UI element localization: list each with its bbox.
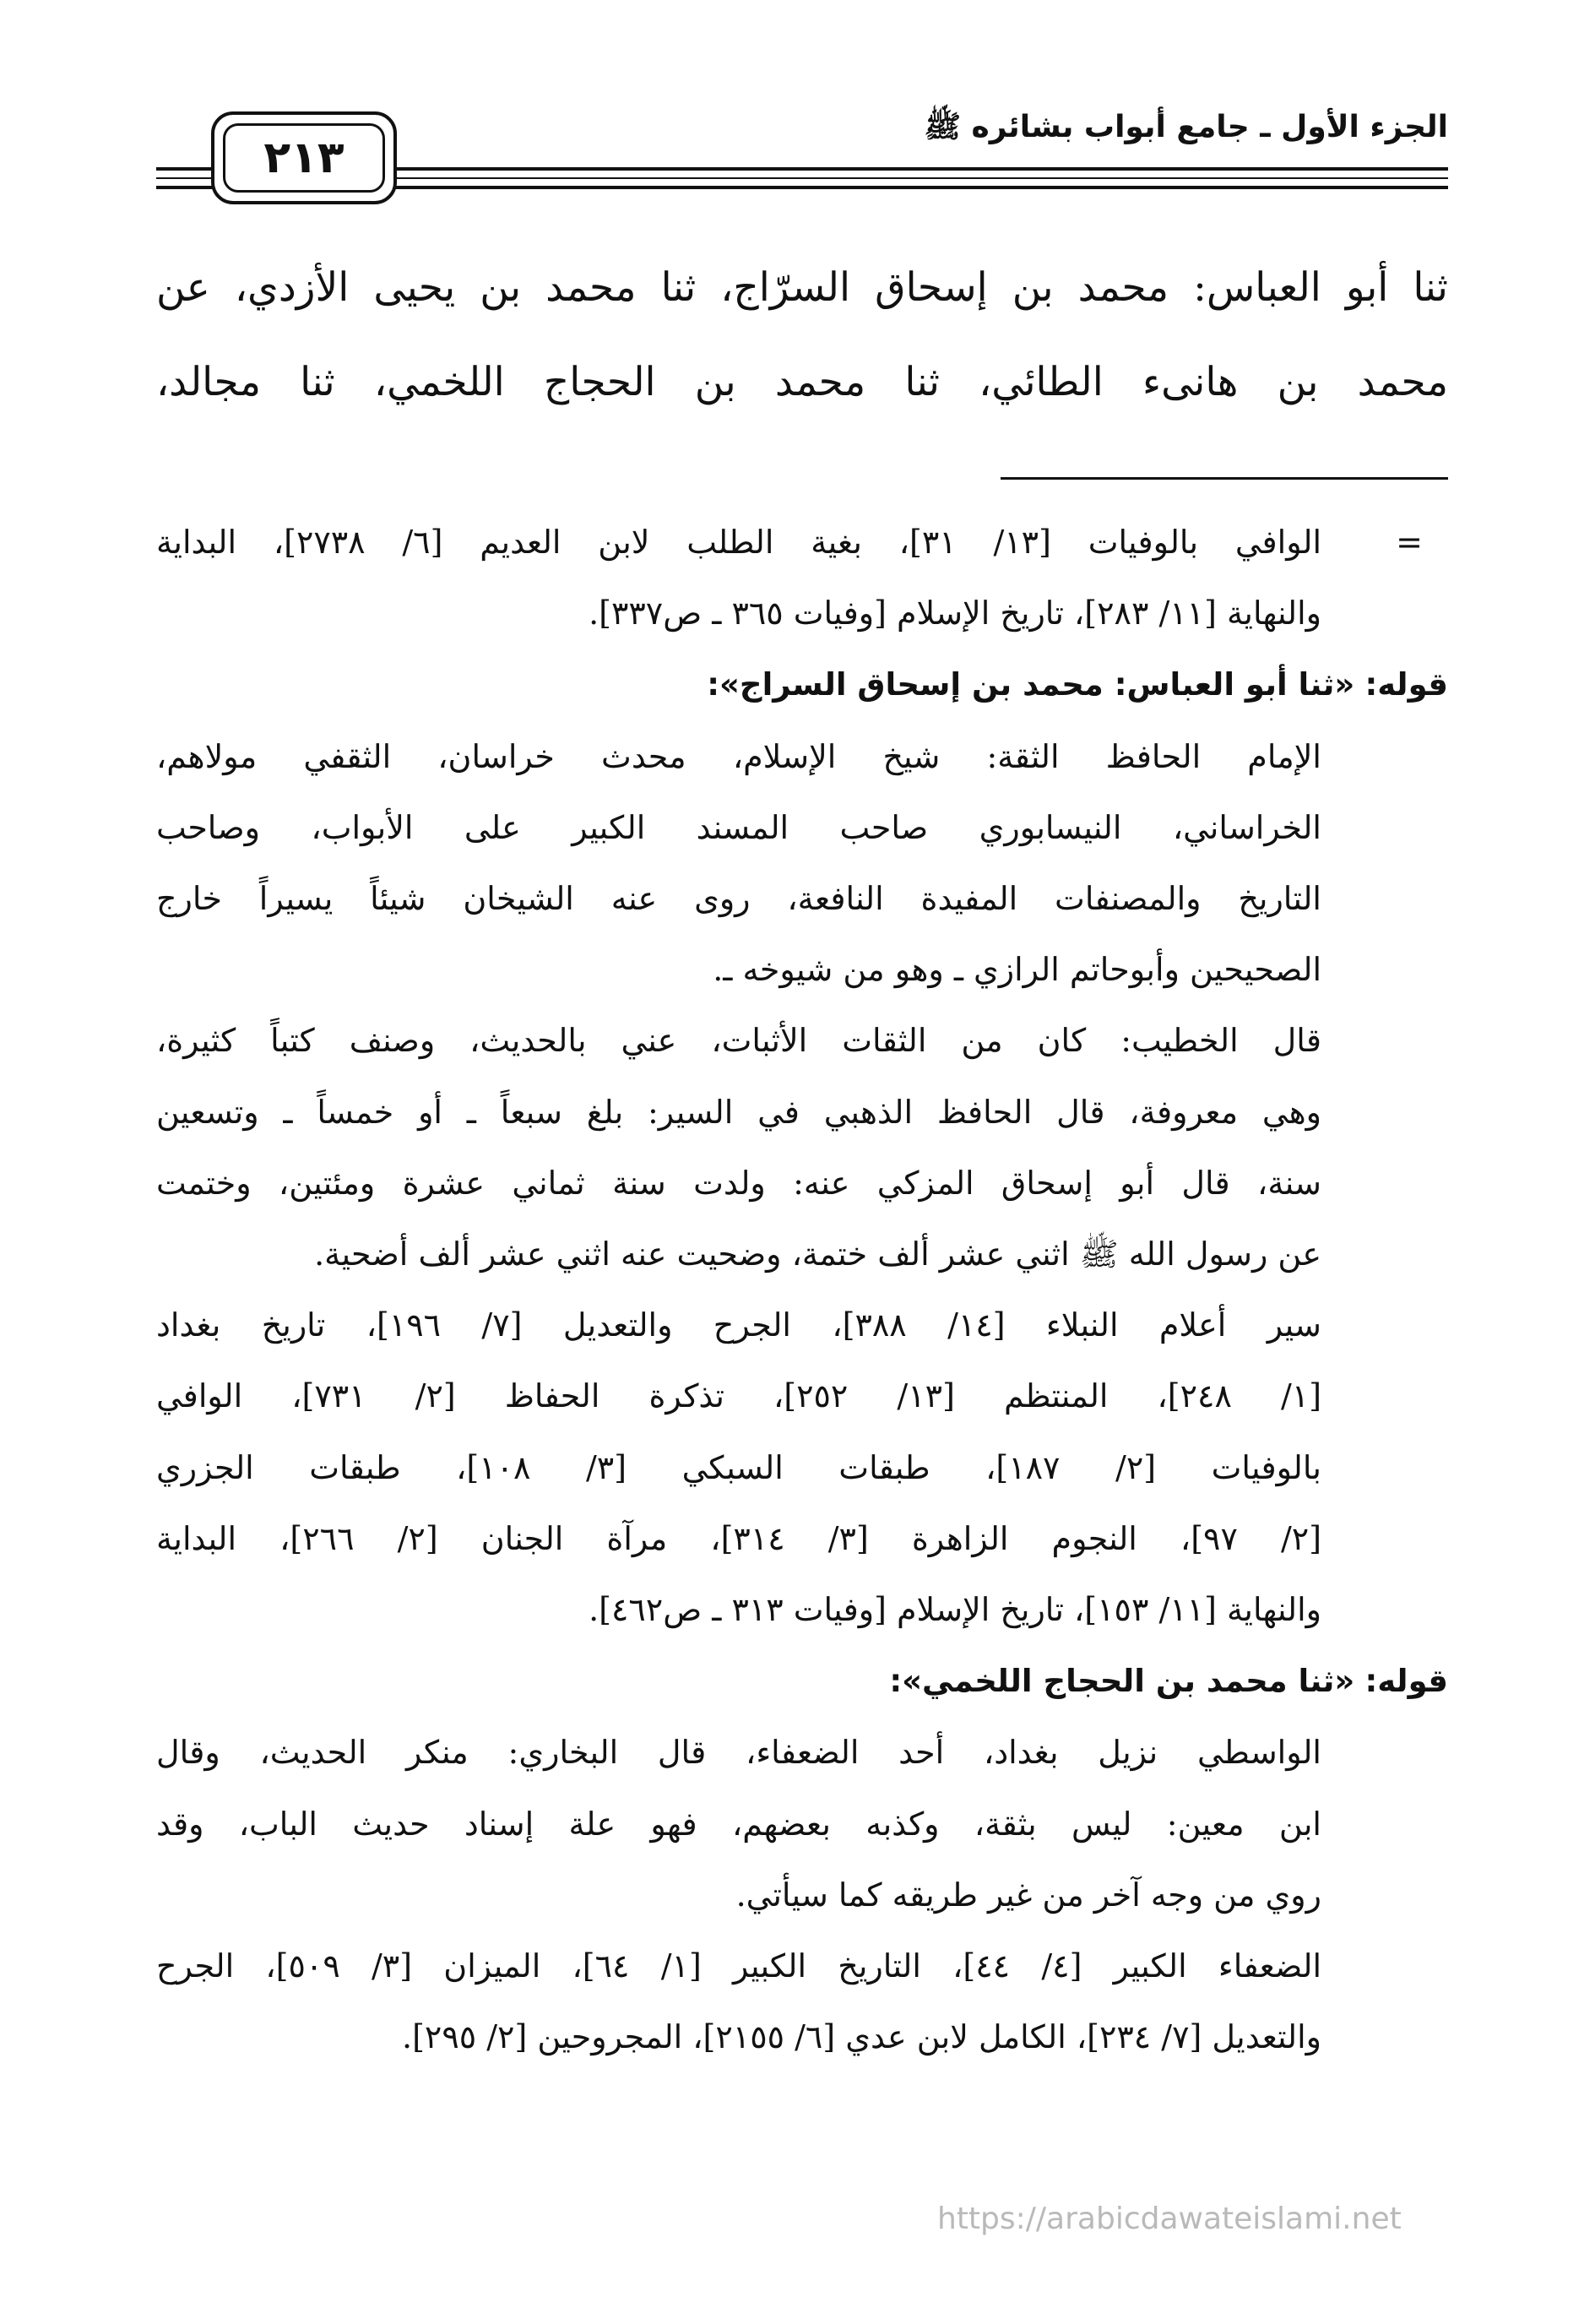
footnotes [156, 507, 1448, 2072]
footnote-line: روي من وجه آخر من غير طريقه كما سيأتي. [735, 1876, 1321, 1914]
footnote-text: الوافي بالوفيات [١٣/ ٣١]، بغية الطلب لابن العديم [٦/ ٢٧٣٨]، البداية [156, 524, 1321, 561]
footnote-line [156, 507, 1448, 578]
footnote-line: عن رسول الله ﷺ اثني عشر ألف ختمة، وضحيت عنه اثني عشر ألف أضحية. [314, 1235, 1321, 1273]
footnote-line: الإمام الحافظ الثقة: شيخ الإسلام، محدث خراسان، الثقفي مولاهم، [156, 737, 1321, 775]
running-head: الجزء الأول ـ جامع أبواب بشائره ﷺ [924, 110, 1448, 144]
footnote-line: الخراساني، النيسابوري صاحب المسند الكبير على الأبواب، وصاحب [156, 808, 1321, 846]
footnote-line: ابن معين: ليس بثقة، وكذبه بعضهم، فهو علة إسناد حديث الباب، وقد [156, 1805, 1321, 1843]
note-heading [156, 1645, 1448, 1717]
footnote-line: سنة، قال أبو إسحاق المزكي عنه: ولدت سنة ثماني عشرة ومئتين، وختمت [156, 1164, 1321, 1202]
note-lead: قوله: [1364, 666, 1448, 703]
footnote-line: التاريخ والمصنفات المفيدة النافعة، روى عنه الشيخان شيئاً يسيراً خارج [156, 880, 1321, 918]
footnote-separator [1001, 477, 1448, 480]
footnote-line: وهي معروفة، قال الحافظ الذهبي في السير: بلغ سبعاً ـ أو خمساً ـ وتسعين [156, 1093, 1321, 1131]
reference-line: الضعفاء الكبير [٤/ ٤٤]، التاريخ الكبير [١/ ٦٤]، الميزان [٣/ ٥٠٩]، الجرح [156, 1947, 1322, 1985]
watermark-url: https://arabicdawateislami.net [937, 2202, 1402, 2236]
footnote-line: الواسطي نزيل بغداد، أحد الضعفاء، قال البخاري: منكر الحديث، وقال [156, 1734, 1321, 1772]
footnote-line: الصحيحين وأبوحاتم الرازي ـ وهو من شيوخه ـ. [713, 951, 1321, 989]
reference-line: سير أعلام النبلاء [١٤/ ٣٨٨]، الجرح والتعديل [٧/ ١٩٦]، تاريخ بغداد [156, 1306, 1321, 1344]
continuation-mark: = [1396, 524, 1423, 561]
main-line: ثنا أبو العباس: محمد بن إسحاق السرّاج، ثنا محمد بن يحيى الأزدي، عن [156, 264, 1448, 311]
footnote-line: قال الخطيب: كان من الثقات الأثبات، عني بالحديث، وصنف كتباً كثيرة، [156, 1022, 1321, 1060]
reference-line: [٢/ ٩٧]، النجوم الزاهرة [٣/ ٣١٤]، مرآة الجنان [٢/ ٢٦٦]، البداية [156, 1519, 1322, 1557]
note-quote: «ثنا أبو العباس: محمد بن إسحاق السراج»: [707, 666, 1355, 703]
page-number: ٢١٣ [223, 123, 385, 193]
reference-line: [١/ ٢٤٨]، المنتظم [١٣/ ٢٥٢]، تذكرة الحفاظ [٢/ ٧٣١]، الوافي [156, 1377, 1322, 1415]
note-heading [156, 649, 1448, 720]
page-header [156, 101, 1448, 203]
reference-line: بالوفيات [٢/ ١٨٧]، طبقات السبكي [٣/ ١٠٨]، طبقات الجزري [156, 1448, 1321, 1486]
main-line: محمد بن هانىء الطائي، ثنا محمد بن الحجاج اللخمي، ثنا مجالد، [156, 359, 1448, 405]
note-lead: قوله: [1364, 1663, 1448, 1700]
note-quote: «ثنا محمد بن الحجاج اللخمي»: [889, 1663, 1355, 1700]
reference-line: والنهاية [١١/ ١٥٣]، تاريخ الإسلام [وفيات ٣١٣ ـ ص٤٦٢]. [589, 1591, 1321, 1629]
main-text [156, 241, 1448, 430]
page-number-frame [211, 111, 397, 204]
reference-line: والتعديل [٧/ ٢٣٤]، الكامل لابن عدي [٦/ ٢١٥٥]، المجروحين [٢/ ٢٩٥]. [402, 2018, 1321, 2056]
footnote-line: والنهاية [١١/ ٢٨٣]، تاريخ الإسلام [وفيات ٣٦٥ ـ ص٣٣٧]. [589, 595, 1321, 633]
